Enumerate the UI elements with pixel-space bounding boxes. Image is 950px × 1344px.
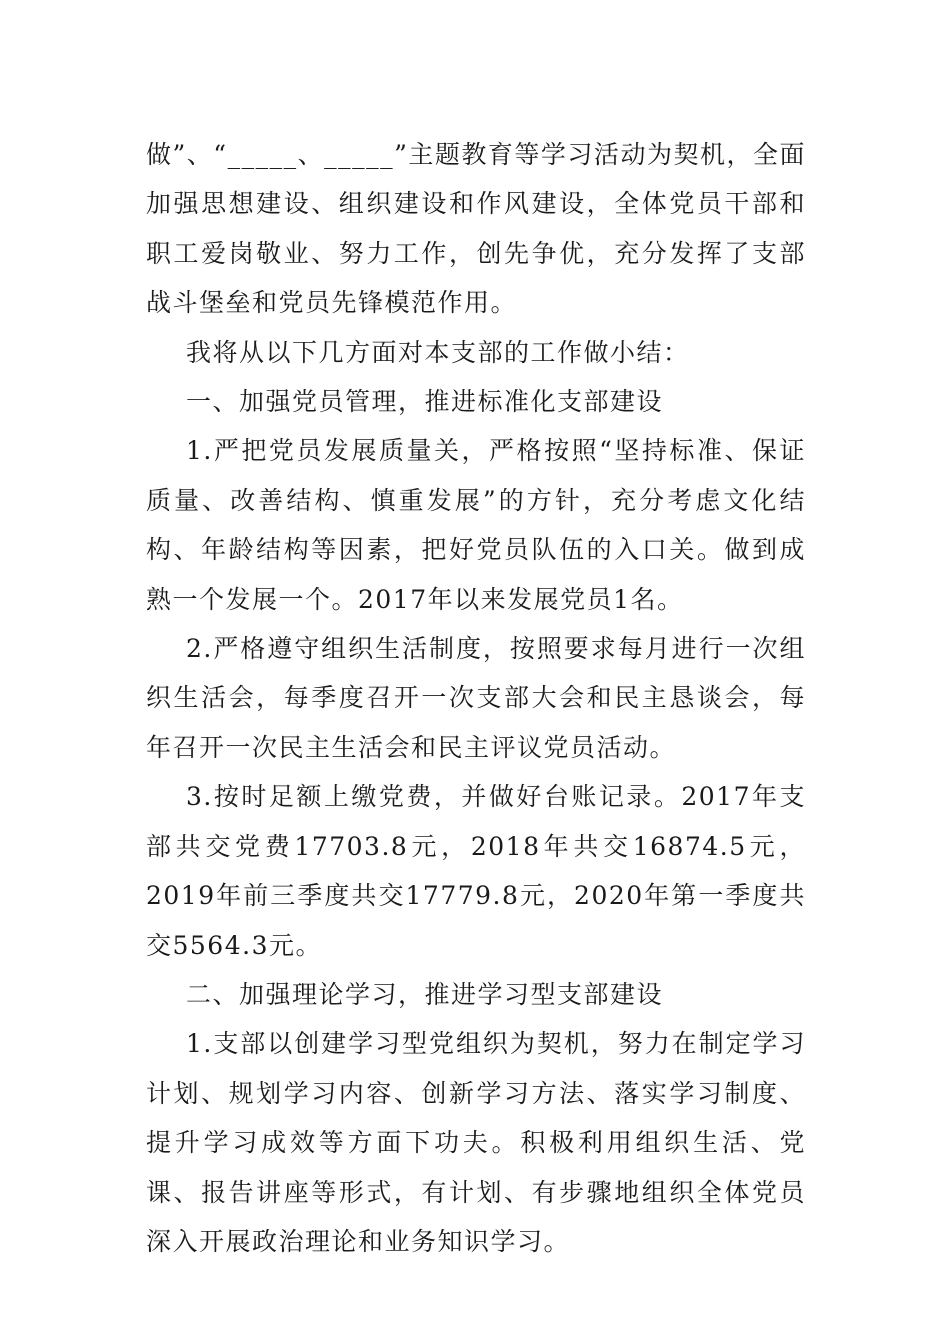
section-heading-2: 二、加强理论学习，推进学习型支部建设 [186, 979, 664, 1009]
paragraph-item-2-1: 1.支部以创建学习型党组织为契机，努力在制定学习计划、规划学习内容、创新学习方法、落实学习制度、提升学习成效等方面下功夫。积极利用组织生活、党课、报告讲座等形式，有计划、有步骤地组织全体党员深入开展政治理论和业务知识学习。 [146, 1029, 806, 1256]
paragraph-summary-lead: 我将从以下几方面对本支部的工作做小结： [186, 337, 690, 367]
section-heading-1: 一、加强党员管理，推进标准化支部建设 [186, 387, 664, 417]
paragraph-item-1-2: 2.严格遵守组织生活制度，按照要求每月进行一次组织生活会，每季度召开一次支部大会和民主恳谈会，每年召开一次民主生活会和民主评议党员活动。 [146, 634, 806, 762]
paragraph-item-1-3: 3.按时足额上缴党费，并做好台账记录。2017年支部共交党费17703.8元，2018年共交16874.5元，2019年前三季度共交17779.8元，2020年第一季度共交5564.3元。 [146, 782, 806, 960]
paragraph-intro-continuation: 做”、“_____、_____”主题教育等学习活动为契机，全面加强思想建设、组织建设和作风建设，全体党员干部和职工爱岗敬业、努力工作，创先争优，充分发挥了支部战斗堡垒和党员先锋模范作用。 [146, 140, 806, 318]
document-body [146, 130, 806, 1266]
paragraph-item-1-1: 1.严把党员发展质量关，严格按照“坚持标准、保证质量、改善结构、慎重发展”的方针，充分考虑文化结构、年龄结构等因素，把好党员队伍的入口关。做到成熟一个发展一个。2017年以来发展党员1名。 [146, 436, 806, 614]
